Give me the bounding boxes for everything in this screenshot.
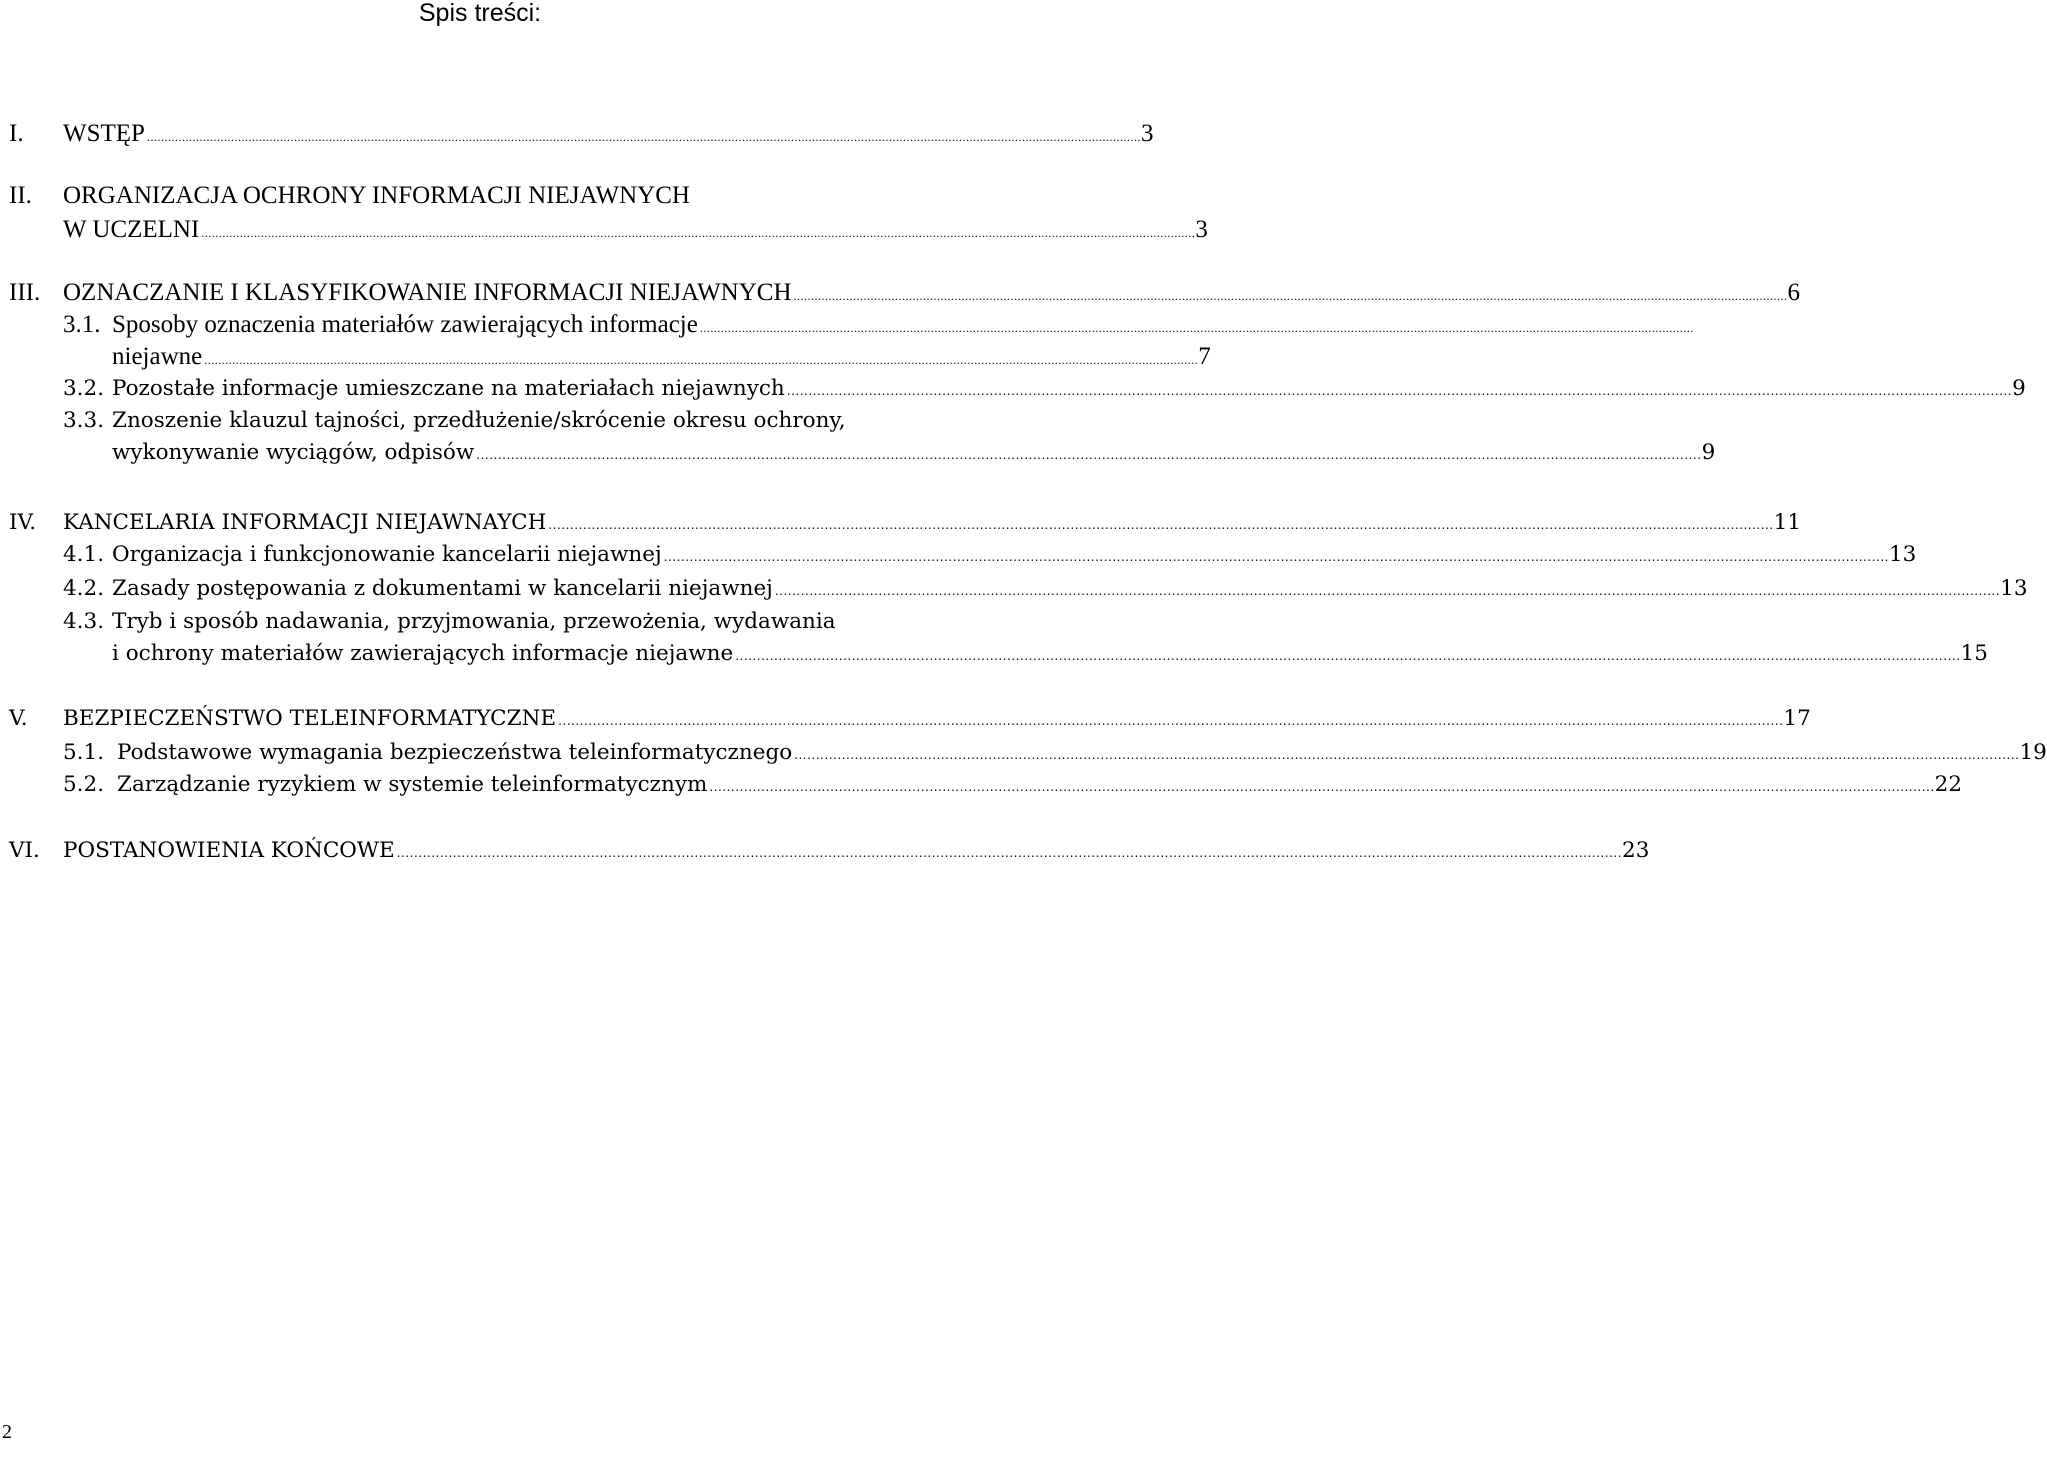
dot-leader: ............................................................................................................................................................................................................................................................................................ [793, 289, 1788, 303]
toc-entry-page: 22 [1934, 772, 1963, 797]
toc-entry-number: 5.2. [63, 772, 105, 797]
toc-entry-number: 4.3. [63, 609, 105, 634]
toc-entry-number: 4.1. [63, 542, 105, 567]
dot-leader: ............................................................................................................................................................................................................................................................................................ [396, 846, 1623, 860]
toc-entry-page: 9 [1701, 440, 1716, 465]
dot-leader: ............................................................................................................................................................................................................................................................................................ [774, 584, 2001, 598]
toc-entry[interactable] [0, 703, 1811, 735]
toc-entry-number: VI. [9, 838, 40, 863]
toc-entry-title: Zarządzanie ryzykiem w systemie teleinformatycznym [117, 772, 708, 797]
toc-entry-number: IV. [9, 510, 37, 535]
toc-entry[interactable] [0, 835, 1650, 867]
toc-entry[interactable] [0, 405, 960, 437]
toc-entry-title: Tryb i sposób nadawania, przyjmowania, przewożenia, wydawania [112, 609, 836, 634]
toc-entry-title: Organizacja i funkcjonowanie kancelarii niejawnej [112, 542, 662, 567]
toc-entry-number: III. [9, 279, 41, 306]
toc-entry-title: WSTĘP [63, 120, 145, 147]
dot-leader: ............................................................................................................................................................................................................................................................................................ [735, 649, 1961, 663]
toc-entry-continuation[interactable] [0, 638, 1988, 670]
dot-leader: ............................................................................................................................................................................................................................................................................................ [786, 384, 2013, 398]
toc-entry[interactable] [0, 606, 960, 638]
toc-entry[interactable] [0, 507, 1802, 539]
toc-entry-title: BEZPIECZEŃSTWO TELEINFORMATYCZNE [63, 706, 557, 731]
toc-entry-number: 3.3. [63, 408, 105, 433]
toc-entry-title: Znoszenie klauzul tajności, przedłużenie/skrócenie okresu ochrony, [112, 408, 846, 433]
page-title: Spis treści: [418, 0, 542, 27]
toc-entry-page: 13 [2000, 576, 2028, 601]
toc-entry-title: ORGANIZACJA OCHRONY INFORMACJI NIEJAWNYCH [63, 182, 690, 209]
toc-entry-number: II. [9, 182, 32, 209]
toc-entry-title: KANCELARIA INFORMACJI NIEJAWNAYCH [63, 510, 547, 535]
toc-entry[interactable] [0, 277, 1801, 309]
dot-leader: ............................................................................................................................................................................................................................................................................................ [663, 550, 1889, 564]
dot-leader: ............................................................................................................................................................................................................................................................................................ [709, 780, 1935, 794]
toc-entry-page: 15 [1960, 641, 1988, 666]
dot-leader: ............................................................................................................................................................................................................................................................................................ [794, 748, 2020, 762]
toc-entry-number: I. [9, 120, 24, 147]
toc-entry-continuation[interactable] [0, 437, 1716, 469]
dot-leader: ............................................................................................................................................................................................................................................................................................ [548, 518, 1774, 532]
toc-entry-continuation[interactable] [0, 214, 1208, 246]
toc-entry-page: 6 [1787, 279, 1801, 306]
dot-leader: ............................................................................................................................................................................................................................................................................................ [201, 226, 1196, 240]
toc-entry-title: Sposoby oznaczenia materiałów zawierających informacje [112, 311, 698, 338]
toc-entry[interactable] [0, 539, 1917, 571]
toc-entry-page: 7 [1198, 343, 1211, 370]
toc-entry-continuation[interactable] [0, 341, 1211, 373]
toc-entry[interactable] [0, 180, 960, 212]
dot-leader: ............................................................................................................................................................................................................................................................................................ [558, 714, 1784, 728]
toc-entry-title: POSTANOWIENIA KOŃCOWE [63, 838, 395, 863]
toc-entry-number: 4.2. [63, 576, 105, 601]
toc-entry-page: 23 [1622, 838, 1650, 863]
toc-entry-title: Zasady postępowania z dokumentami w kancelarii niejawnej [112, 576, 773, 601]
toc-entry[interactable] [0, 118, 1154, 150]
toc-entry-title-continued: i ochrony materiałów zawierających informacje niejawne [112, 641, 734, 666]
toc-entry-page: 19 [2019, 740, 2047, 765]
toc-entry-number: 3.1. [63, 311, 101, 338]
toc-entry-title-continued: niejawne [112, 343, 203, 370]
toc-entry[interactable] [0, 573, 2028, 605]
page-number: 2 [2, 1421, 12, 1443]
toc-entry-title: OZNACZANIE I KLASYFIKOWANIE INFORMACJI NIEJAWNYCH [63, 279, 792, 306]
toc-entry-title-continued: wykonywanie wyciągów, odpisów [112, 440, 475, 465]
toc-entry-title: Pozostałe informacje umieszczane na materiałach niejawnych [112, 376, 785, 401]
toc-entry-number: V. [9, 706, 28, 731]
toc-entry[interactable] [0, 373, 2026, 405]
dot-leader: ............................................................................................................................................................................................................................................................................................ [204, 353, 1199, 367]
dot-leader: ............................................................................................................................................................................................................................................................................................ [476, 448, 1702, 462]
toc-entry-number: 5.1. [63, 740, 105, 765]
toc-entry-page: 3 [1195, 216, 1208, 243]
toc-entry-page: 9 [2012, 376, 2026, 401]
dot-leader: ............................................................................................................................................................................................................................................................................................ [146, 130, 1141, 144]
toc-entry[interactable] [0, 769, 1963, 801]
toc-entry-number: 3.2. [63, 376, 105, 401]
dot-leader: ............................................................................................................................................................................................................................................................................................ [699, 321, 1694, 335]
toc-entry-title-continued: W UCZELNI [63, 216, 200, 243]
toc-entry[interactable] [0, 309, 1694, 341]
toc-entry-title: Podstawowe wymagania bezpieczeństwa teleinformatycznego [117, 740, 793, 765]
toc-entry-page: 17 [1783, 706, 1811, 731]
toc-entry-page: 13 [1888, 542, 1917, 567]
toc-entry-page: 3 [1140, 120, 1154, 147]
toc-entry-page: 11 [1773, 510, 1802, 535]
toc-entry[interactable] [0, 737, 2047, 769]
